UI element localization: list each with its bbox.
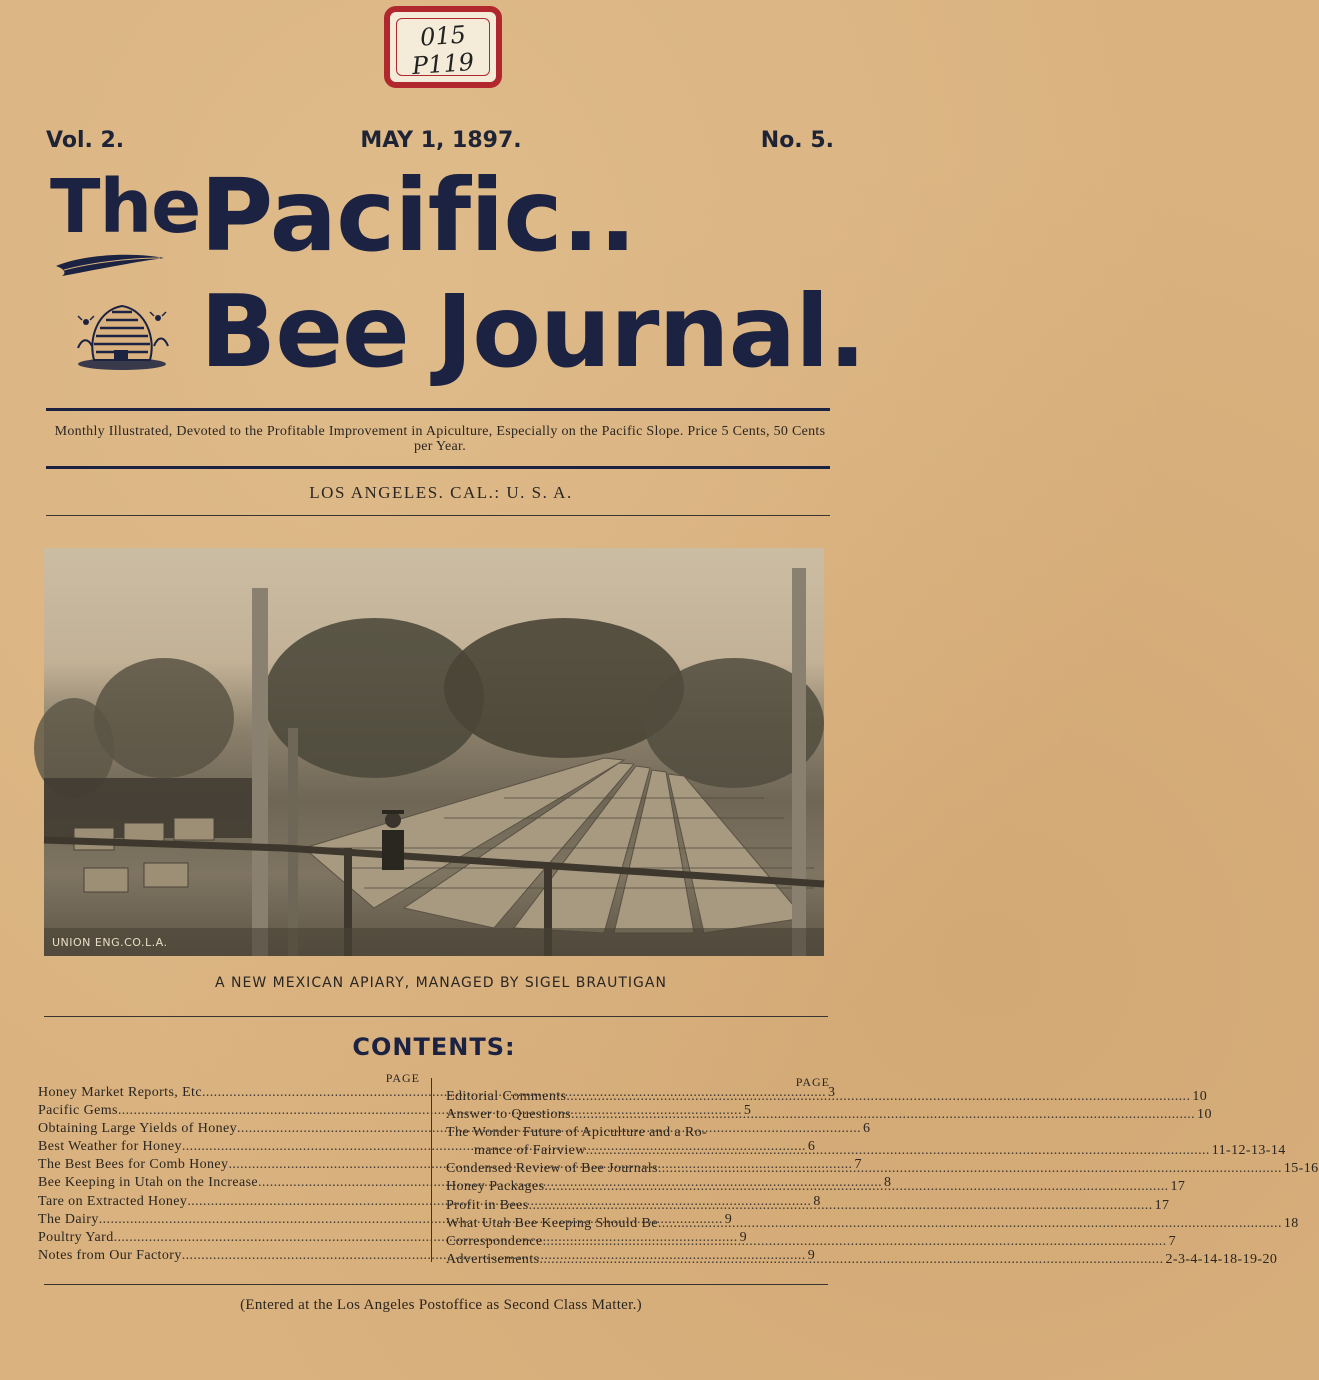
stamp-line-1: 015 [419, 20, 467, 52]
contents-entry-page: 9 [724, 1211, 733, 1227]
contents-entry [446, 1197, 1170, 1215]
leader-dots [658, 1160, 1282, 1178]
leader-dots [539, 1251, 1163, 1269]
contents-entry-page: 5 [743, 1103, 752, 1119]
leader-dots [545, 1178, 1169, 1196]
contents-entry-title: Editorial Comments [446, 1089, 567, 1104]
postal-notice: (Entered at the Los Angeles Postoffice as Second Class Matter.) [240, 1297, 642, 1313]
page-column-label: PAGE [385, 1071, 420, 1085]
leader-dots [543, 1233, 1167, 1251]
title-journal: Journal. [436, 273, 866, 390]
contents-entry-page: 8 [884, 1175, 892, 1191]
contents-entry-page: 7 [1168, 1233, 1176, 1249]
contents-entry-title: Condensed Review of Bee Journals [446, 1161, 658, 1177]
contents-entry [446, 1088, 1208, 1106]
leader-dots [566, 1088, 1190, 1106]
contents-entry-page: 18 [1283, 1215, 1299, 1231]
contents-entry-title: Bee Keeping in Utah on the Increase [38, 1175, 259, 1191]
contents-entry-title: Profit in Bees [446, 1197, 529, 1213]
contents-entry-title: Advertisements [446, 1251, 540, 1267]
title-bee: Bee [200, 273, 409, 390]
quill-ornament [54, 252, 168, 278]
engraver-credit: UNION ENG.CO.L.A. [52, 936, 168, 949]
contents-entry-page: 17 [1154, 1197, 1170, 1213]
contents-entry-title: Pacific Gems [38, 1103, 118, 1119]
rule-contents [44, 1284, 828, 1285]
title-the: The [50, 164, 201, 250]
contents-entry-page: 9 [807, 1247, 816, 1263]
contents-entry-page: 9 [739, 1229, 747, 1245]
apiary-photograph [44, 548, 824, 956]
contents-entry-title: Correspondence [446, 1233, 543, 1249]
contents-entry-title: mance of Fairview [474, 1143, 586, 1159]
photo-caption: A NEW MEXICAN APIARY, MANAGED BY SIGEL BRAUTIGAN [215, 975, 667, 991]
contents-entry [446, 1233, 1176, 1251]
contents-entry-title: The Wonder Future of Apiculture and a Ro- [446, 1125, 708, 1141]
contents-right-column [446, 1075, 1319, 1269]
contents-entry-title: The Best Bees for Comb Honey [38, 1157, 229, 1173]
contents-entry [446, 1178, 1186, 1196]
rule-caption [44, 1016, 828, 1017]
rule-location [46, 515, 830, 516]
rule-top [46, 408, 830, 411]
contents-entry [446, 1142, 1286, 1160]
contents-entry-title: Notes from Our Factory [38, 1247, 182, 1263]
leader-dots [529, 1197, 1153, 1215]
page-column-label-right: PAGE [795, 1075, 830, 1089]
contents-entry-title: Best Weather for Honey [38, 1139, 182, 1155]
contents-entry [446, 1124, 830, 1142]
contents-entry-title: Tare on Extracted Honey [38, 1193, 188, 1209]
contents-entry-page: 17 [1170, 1179, 1186, 1195]
library-stamp [384, 6, 502, 88]
contents-entry-page: 2-3-4-14-18-19-20 [1165, 1251, 1278, 1267]
location-line: LOS ANGELES. CAL.: U. S. A. [309, 483, 573, 502]
beehive-icon [74, 298, 172, 374]
contents-entry [446, 1106, 1212, 1124]
contents-entry-title: Answer to Questions [446, 1107, 572, 1123]
leader-dots [571, 1106, 1195, 1124]
contents-entry-title: Honey Packages [446, 1179, 545, 1195]
volume-label: Vol. 2. [46, 128, 125, 153]
contents-entry-page: 7 [854, 1157, 862, 1173]
contents-entry-page: 11-12-13-14 [1211, 1143, 1286, 1159]
contents-entry-title: What Utah Bee Keeping Should Be [446, 1215, 658, 1231]
contents-entry-title: The Dairy [38, 1211, 99, 1227]
contents-entry-page: 10 [1192, 1089, 1208, 1104]
contents-entry-page: 10 [1197, 1107, 1212, 1123]
contents-entry-page: 15-16 [1283, 1161, 1319, 1177]
contents-entry-page: 6 [807, 1139, 816, 1155]
contents-entry-title: Poultry Yard [38, 1229, 114, 1245]
contents-divider [431, 1078, 432, 1262]
rule-bottom [46, 466, 830, 469]
contents-entry-page: 8 [813, 1193, 821, 1209]
contents-heading: CONTENTS: [352, 1033, 516, 1061]
contents-entry-title: Obtaining Large Yields of Honey [38, 1121, 238, 1137]
contents-entry-page: 6 [863, 1121, 871, 1137]
issue-date: MAY 1, 1897. [360, 128, 522, 153]
subtitle: Monthly Illustrated, Devoted to the Profitable Improvement in Apiculture, Especially on the Pacific Slope. Price 5 Cents, 50 Cents per Year. [54, 424, 826, 454]
title-pacific: Pacific.. [200, 157, 636, 274]
contents-entry-page: 3 [827, 1085, 836, 1100]
contents-entry [446, 1160, 1319, 1178]
contents-entry [446, 1215, 1299, 1233]
contents-entry [446, 1251, 1278, 1269]
leader-dots [586, 1142, 1210, 1160]
stamp-line-2: P119 [411, 47, 475, 81]
leader-dots [658, 1215, 1282, 1233]
contents-entry-title: Honey Market Reports, Etc [38, 1085, 202, 1100]
issue-number: No. 5. [760, 128, 834, 153]
